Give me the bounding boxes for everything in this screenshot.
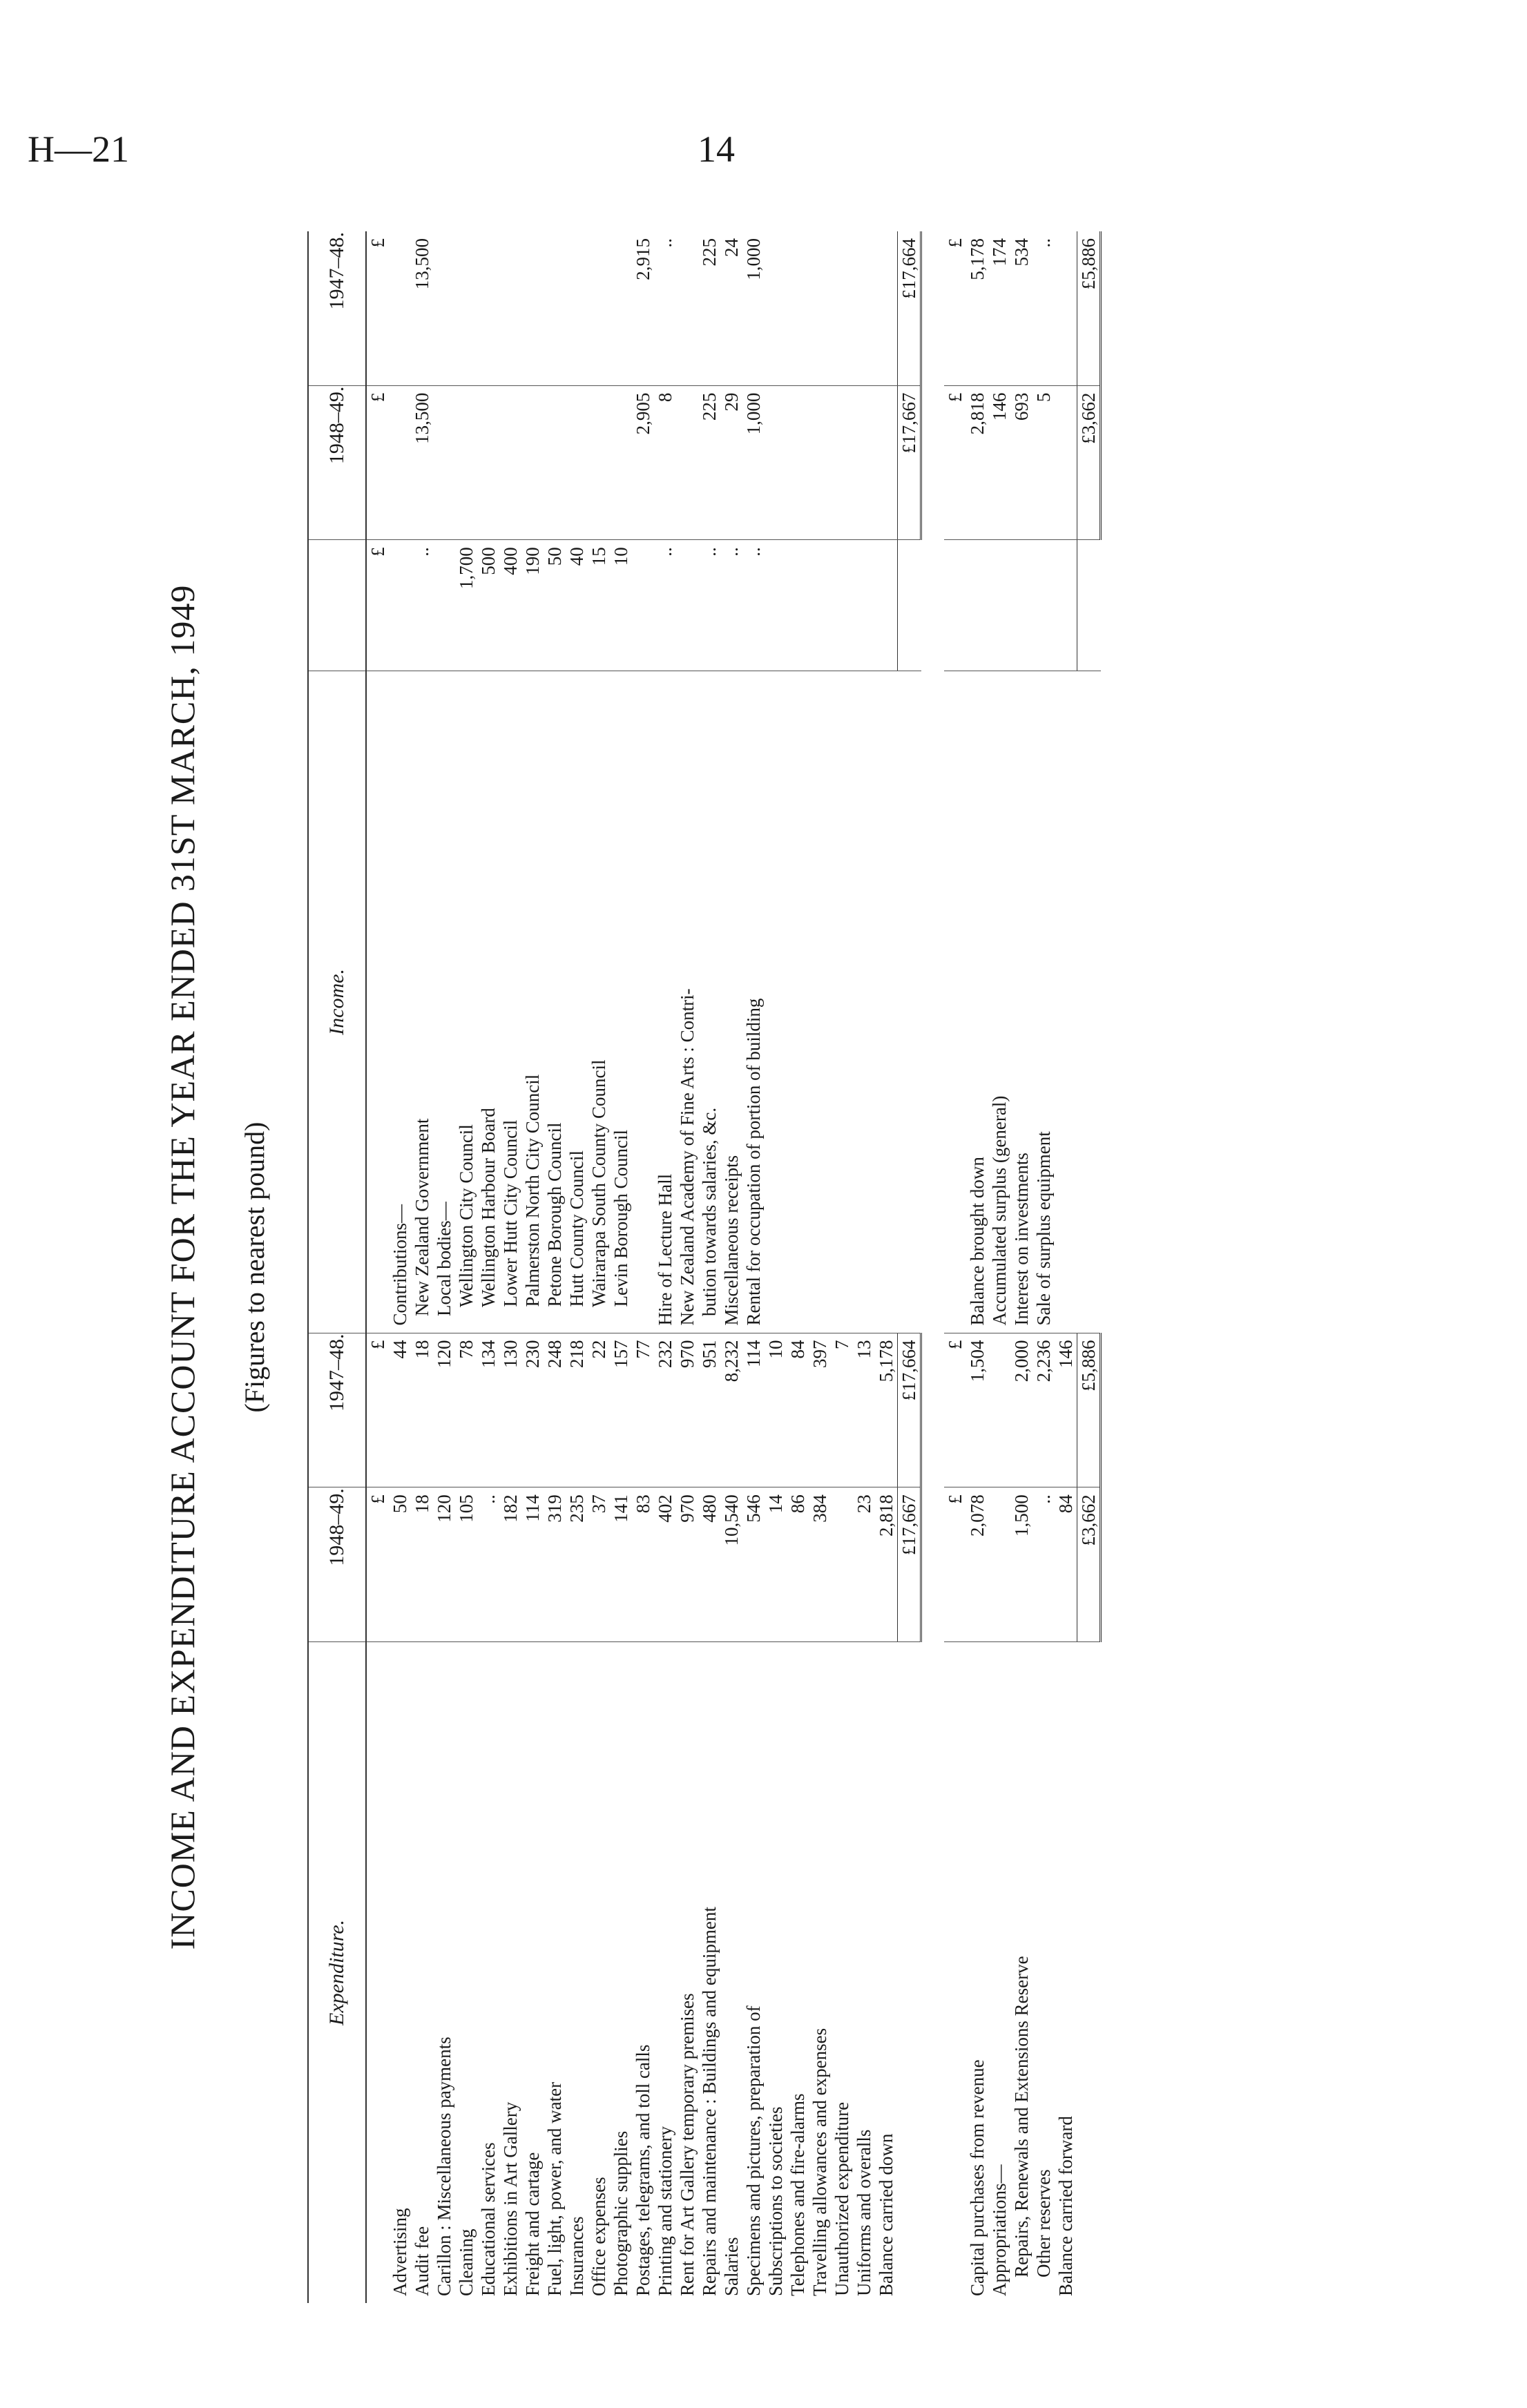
income-label bbox=[875, 671, 898, 1333]
income-1949 bbox=[610, 385, 632, 540]
expenditure-1949: 14 bbox=[765, 1487, 787, 1642]
table-row bbox=[566, 231, 588, 2303]
table-row bbox=[831, 231, 853, 2303]
expenditure-1949: 2,818 bbox=[875, 1487, 898, 1642]
expenditure-1948: 230 bbox=[521, 1333, 544, 1487]
income-1949 bbox=[765, 385, 787, 540]
income-label: Lower Hutt City Council bbox=[499, 671, 521, 1333]
rotated-account-block bbox=[162, 231, 1378, 2303]
expenditure-1949: 480 bbox=[698, 1487, 720, 1642]
expenditure-total-1949: £17,667 bbox=[898, 1487, 921, 1642]
income-detail bbox=[809, 540, 831, 671]
income-detail bbox=[676, 540, 698, 671]
expenditure-label: Cleaning bbox=[455, 1641, 477, 2303]
spacer-cell bbox=[921, 540, 945, 671]
spacer-cell bbox=[921, 1333, 945, 1487]
table-row bbox=[875, 231, 898, 2303]
income-1948: 225 bbox=[699, 238, 720, 267]
income-detail bbox=[875, 540, 898, 671]
income-detail bbox=[1055, 540, 1077, 671]
income-1949 bbox=[389, 385, 411, 540]
income-label bbox=[853, 671, 875, 1333]
income-1949: 2,905 bbox=[632, 385, 654, 540]
expenditure-label: Capital purchases from revenue bbox=[966, 1641, 988, 2303]
total-row bbox=[898, 231, 921, 2303]
income-detail bbox=[966, 540, 988, 671]
income-detail: £ bbox=[366, 540, 389, 671]
table-row bbox=[588, 231, 610, 2303]
income-1949: 225 bbox=[698, 385, 720, 540]
income-1949 bbox=[433, 385, 455, 540]
income-detail: .. bbox=[411, 540, 433, 671]
expenditure-1948: 397 bbox=[809, 1333, 831, 1487]
income-detail bbox=[632, 540, 654, 671]
income-1949 bbox=[566, 385, 588, 540]
expenditure-1948: 120 bbox=[433, 1333, 455, 1487]
expenditure-label: Other reserves bbox=[1033, 1641, 1055, 2303]
income-detail: 500 bbox=[477, 540, 499, 671]
expenditure-total-1948: £17,664 bbox=[898, 1333, 921, 1487]
expenditure-1948: 951 bbox=[698, 1333, 720, 1487]
page-subtitle: (Figures to nearest pound) bbox=[239, 1121, 270, 1413]
inc-sub-header bbox=[308, 540, 366, 671]
expenditure-1948: 22 bbox=[588, 1333, 610, 1487]
income-label: Palmerston North City Council bbox=[521, 671, 544, 1333]
total-spacer bbox=[1077, 1641, 1101, 2303]
expenditure-1949: £ bbox=[944, 1487, 966, 1642]
table-row bbox=[544, 231, 566, 2303]
table-row bbox=[455, 231, 477, 2303]
expenditure-1948: 84 bbox=[787, 1333, 809, 1487]
income-1948 bbox=[787, 231, 809, 385]
income-1948 bbox=[544, 231, 566, 385]
income-1948 bbox=[676, 231, 698, 385]
expenditure-1948: 5,178 bbox=[875, 1333, 898, 1487]
income-label: Rental for occupation of portion of building bbox=[742, 671, 765, 1333]
expenditure-1948: 10 bbox=[765, 1333, 787, 1487]
table-row bbox=[499, 231, 521, 2303]
income-label bbox=[831, 671, 853, 1333]
expenditure-1949: 23 bbox=[853, 1487, 875, 1642]
income-1948: .. bbox=[655, 238, 675, 248]
spacer-row bbox=[1101, 231, 1124, 2303]
expenditure-label: Fuel, light, power, and water bbox=[544, 1641, 566, 2303]
expenditure-1948: 13 bbox=[853, 1333, 875, 1487]
income-1948 bbox=[853, 231, 875, 385]
income-1949: 5 bbox=[1033, 385, 1055, 540]
income-1948 bbox=[499, 231, 521, 385]
income-detail: 10 bbox=[610, 540, 632, 671]
income-1949 bbox=[809, 385, 831, 540]
income-1949 bbox=[544, 385, 566, 540]
income-label: Local bodies— bbox=[433, 671, 455, 1333]
income-1949: 1,000 bbox=[742, 385, 765, 540]
income-label: Hire of Lecture Hall bbox=[654, 671, 676, 1333]
expenditure-label: Travelling allowances and expenses bbox=[809, 1641, 831, 2303]
income-detail bbox=[831, 540, 853, 671]
income-detail: .. bbox=[742, 540, 765, 671]
total-spacer bbox=[1077, 671, 1101, 1333]
income-detail bbox=[944, 540, 966, 671]
income-label: Wellington City Council bbox=[455, 671, 477, 1333]
income-1949: 146 bbox=[988, 385, 1010, 540]
expenditure-1948: 2,000 bbox=[1010, 1333, 1033, 1487]
expenditure-1948: 18 bbox=[411, 1333, 433, 1487]
expenditure-1949: 120 bbox=[433, 1487, 455, 1642]
spacer-cell bbox=[921, 1641, 945, 2303]
income-1948 bbox=[389, 231, 411, 385]
income-1949 bbox=[588, 385, 610, 540]
income-label: Miscellaneous receipts bbox=[720, 671, 742, 1333]
expenditure-label: Unauthorized expenditure bbox=[831, 1641, 853, 2303]
expenditure-1948: 970 bbox=[676, 1333, 698, 1487]
expenditure-1949: 2,078 bbox=[966, 1487, 988, 1642]
expenditure-label: Repairs and maintenance : Buildings and equipment bbox=[698, 1641, 720, 2303]
expenditure-1948: 8,232 bbox=[720, 1333, 742, 1487]
expenditure-1948: £ bbox=[944, 1333, 966, 1487]
total-spacer bbox=[1077, 540, 1101, 671]
income-1949 bbox=[853, 385, 875, 540]
expenditure-1949: £ bbox=[366, 1487, 389, 1642]
income-label bbox=[366, 671, 389, 1333]
income-1948: 13,500 bbox=[412, 238, 432, 290]
table-row bbox=[809, 231, 831, 2303]
income-detail bbox=[988, 540, 1010, 671]
table-row bbox=[742, 231, 765, 2303]
table-row bbox=[765, 231, 787, 2303]
income-1948: 174 bbox=[989, 238, 1010, 267]
expenditure-1949: 182 bbox=[499, 1487, 521, 1642]
expenditure-1948: 232 bbox=[654, 1333, 676, 1487]
income-1948 bbox=[765, 231, 787, 385]
table-row bbox=[988, 231, 1010, 2303]
spacer-cell bbox=[1101, 671, 1124, 1333]
spacer-cell bbox=[921, 671, 945, 1333]
expenditure-label: Postages, telegrams, and toll calls bbox=[632, 1641, 654, 2303]
expenditure-1948: 77 bbox=[632, 1333, 654, 1487]
expenditure-label: Office expenses bbox=[588, 1641, 610, 2303]
income-1949: 8 bbox=[654, 385, 676, 540]
table-row bbox=[521, 231, 544, 2303]
account-table bbox=[307, 231, 1378, 2303]
expenditure-1948: 146 bbox=[1055, 1333, 1077, 1487]
spacer-cell bbox=[1101, 1641, 1124, 2303]
table-row bbox=[676, 231, 698, 2303]
expenditure-header: Expenditure. bbox=[308, 1641, 366, 2303]
income-1949 bbox=[831, 385, 853, 540]
inc-1948-header: 1947–48. bbox=[308, 231, 366, 385]
expenditure-label: Exhibitions in Art Gallery bbox=[499, 1641, 521, 2303]
spacer-cell bbox=[1101, 231, 1124, 385]
income-detail bbox=[1033, 540, 1055, 671]
income-1948: 24 bbox=[721, 238, 742, 257]
income-detail: .. bbox=[654, 540, 676, 671]
income-1949 bbox=[1055, 385, 1077, 540]
total-row bbox=[1077, 231, 1101, 2303]
income-detail: 1,700 bbox=[455, 540, 477, 671]
income-1949 bbox=[521, 385, 544, 540]
income-detail: 400 bbox=[499, 540, 521, 671]
income-total-1948: £17,664 bbox=[898, 231, 921, 385]
income-1948 bbox=[566, 231, 588, 385]
page-title: INCOME AND EXPENDITURE ACCOUNT FOR THE YEAR ENDED 31ST MARCH, 1949 bbox=[163, 584, 202, 1950]
income-1948: 534 bbox=[1011, 238, 1032, 267]
expenditure-1948: £ bbox=[366, 1333, 389, 1487]
page-number: 14 bbox=[698, 128, 735, 170]
expenditure-1949: 402 bbox=[654, 1487, 676, 1642]
expenditure-1949: 50 bbox=[389, 1487, 411, 1642]
income-detail bbox=[853, 540, 875, 671]
table-row bbox=[632, 231, 654, 2303]
income-detail bbox=[433, 540, 455, 671]
expenditure-label: Carillon : Miscellaneous payments bbox=[433, 1641, 455, 2303]
expenditure-1949 bbox=[988, 1487, 1010, 1642]
expenditure-label: Balance carried down bbox=[875, 1641, 898, 2303]
expenditure-1948: 218 bbox=[566, 1333, 588, 1487]
income-label: Hutt County Council bbox=[566, 671, 588, 1333]
expenditure-label: Insurances bbox=[566, 1641, 588, 2303]
total-spacer bbox=[898, 540, 921, 671]
income-1948: 2,915 bbox=[633, 238, 653, 280]
income-1948: 1,000 bbox=[743, 238, 764, 280]
income-1949 bbox=[787, 385, 809, 540]
spacer-cell bbox=[1101, 540, 1124, 671]
expenditure-label: Telephones and fire-alarms bbox=[787, 1641, 809, 2303]
income-label: Balance brought down bbox=[966, 671, 988, 1333]
income-label bbox=[1055, 671, 1077, 1333]
table-row bbox=[610, 231, 632, 2303]
expenditure-label bbox=[366, 1641, 389, 2303]
table-row bbox=[411, 231, 433, 2303]
expenditure-1948: 157 bbox=[610, 1333, 632, 1487]
income-1948: £ bbox=[367, 238, 388, 248]
income-1948 bbox=[875, 231, 898, 385]
expenditure-label: Rent for Art Gallery temporary premises bbox=[676, 1641, 698, 2303]
exp-1949-header: 1948–49. bbox=[308, 1487, 366, 1642]
expenditure-1949: .. bbox=[1033, 1487, 1055, 1642]
income-label: New Zealand Academy of Fine Arts : Contri- bbox=[676, 671, 698, 1333]
expenditure-total-1949: £3,662 bbox=[1077, 1487, 1101, 1642]
income-1949 bbox=[499, 385, 521, 540]
table-row bbox=[698, 231, 720, 2303]
spacer-cell bbox=[921, 231, 945, 385]
expenditure-label: Audit fee bbox=[411, 1641, 433, 2303]
expenditure-1949: 37 bbox=[588, 1487, 610, 1642]
income-detail: 190 bbox=[521, 540, 544, 671]
expenditure-1948: 78 bbox=[455, 1333, 477, 1487]
expenditure-1949: 970 bbox=[676, 1487, 698, 1642]
income-label: Petone Borough Council bbox=[544, 671, 566, 1333]
report-code: H—21 bbox=[28, 128, 129, 170]
expenditure-label: Salaries bbox=[720, 1641, 742, 2303]
expenditure-1949: 86 bbox=[787, 1487, 809, 1642]
income-1949: 29 bbox=[720, 385, 742, 540]
expenditure-1949: 83 bbox=[632, 1487, 654, 1642]
expenditure-1948: 114 bbox=[742, 1333, 765, 1487]
income-label bbox=[765, 671, 787, 1333]
table-row bbox=[1033, 231, 1055, 2303]
income-1949 bbox=[477, 385, 499, 540]
income-1948 bbox=[588, 231, 610, 385]
income-1949: 13,500 bbox=[411, 385, 433, 540]
spacer-cell bbox=[1101, 385, 1124, 540]
account-body-balance bbox=[944, 231, 1124, 2303]
income-1949: £ bbox=[366, 385, 389, 540]
expenditure-1948 bbox=[988, 1333, 1010, 1487]
expenditure-label: Photographic supplies bbox=[610, 1641, 632, 2303]
expenditure-label: Repairs, Renewals and Extensions Reserve bbox=[1010, 1641, 1033, 2303]
income-1948 bbox=[831, 231, 853, 385]
income-detail bbox=[1010, 540, 1033, 671]
income-label: Levin Borough Council bbox=[610, 671, 632, 1333]
income-label: bution towards salaries, &c. bbox=[698, 671, 720, 1333]
total-spacer bbox=[898, 1641, 921, 2303]
income-label: Wellington Harbour Board bbox=[477, 671, 499, 1333]
spacer-cell bbox=[1101, 1333, 1124, 1487]
income-1949: 2,818 bbox=[966, 385, 988, 540]
income-1949 bbox=[875, 385, 898, 540]
income-label: Sale of surplus equipment bbox=[1033, 671, 1055, 1333]
income-label bbox=[809, 671, 831, 1333]
expenditure-total-1948: £5,886 bbox=[1077, 1333, 1101, 1487]
income-header: Income. bbox=[308, 671, 366, 1333]
income-1948: 5,178 bbox=[967, 238, 988, 280]
table-row bbox=[389, 231, 411, 2303]
expenditure-label: Educational services bbox=[477, 1641, 499, 2303]
income-label bbox=[944, 671, 966, 1333]
expenditure-label: Printing and stationery bbox=[654, 1641, 676, 2303]
expenditure-1949: 84 bbox=[1055, 1487, 1077, 1642]
income-1948 bbox=[433, 231, 455, 385]
income-label: Contributions— bbox=[389, 671, 411, 1333]
income-1949 bbox=[676, 385, 698, 540]
table-row bbox=[944, 231, 966, 2303]
table-row bbox=[787, 231, 809, 2303]
expenditure-label: Uniforms and overalls bbox=[853, 1641, 875, 2303]
table-row bbox=[1010, 231, 1033, 2303]
expenditure-label: Appropriations— bbox=[988, 1641, 1010, 2303]
expenditure-1948: 134 bbox=[477, 1333, 499, 1487]
expenditure-1948: 1,504 bbox=[966, 1333, 988, 1487]
income-1948 bbox=[477, 231, 499, 385]
expenditure-1949: .. bbox=[477, 1487, 499, 1642]
income-total-1948: £5,886 bbox=[1077, 231, 1101, 385]
expenditure-label bbox=[944, 1641, 966, 2303]
income-1949 bbox=[455, 385, 477, 540]
expenditure-1948: 7 bbox=[831, 1333, 853, 1487]
expenditure-label: Subscriptions to societies bbox=[765, 1641, 787, 2303]
expenditure-1948: 248 bbox=[544, 1333, 566, 1487]
table-row bbox=[477, 231, 499, 2303]
income-detail: 15 bbox=[588, 540, 610, 671]
expenditure-label: Specimens and pictures, preparation of bbox=[742, 1641, 765, 2303]
expenditure-label: Freight and cartage bbox=[521, 1641, 544, 2303]
expenditure-1949: 546 bbox=[742, 1487, 765, 1642]
expenditure-1948: 2,236 bbox=[1033, 1333, 1055, 1487]
income-detail: .. bbox=[720, 540, 742, 671]
income-detail bbox=[765, 540, 787, 671]
spacer-cell bbox=[921, 385, 945, 540]
income-label: Interest on investments bbox=[1010, 671, 1033, 1333]
income-label: Accumulated surplus (general) bbox=[988, 671, 1010, 1333]
expenditure-1949: 235 bbox=[566, 1487, 588, 1642]
income-label: New Zealand Government bbox=[411, 671, 433, 1333]
income-1948 bbox=[521, 231, 544, 385]
table-row bbox=[654, 231, 676, 2303]
income-detail bbox=[787, 540, 809, 671]
spacer-cell bbox=[1101, 1487, 1124, 1642]
income-1949: £ bbox=[944, 385, 966, 540]
income-label bbox=[632, 671, 654, 1333]
income-1948: £ bbox=[945, 238, 966, 248]
income-detail: 40 bbox=[566, 540, 588, 671]
income-1948 bbox=[610, 231, 632, 385]
expenditure-1949: 114 bbox=[521, 1487, 544, 1642]
expenditure-1949: 319 bbox=[544, 1487, 566, 1642]
income-detail: .. bbox=[698, 540, 720, 671]
spacer-row bbox=[921, 231, 945, 2303]
expenditure-label: Balance carried forward bbox=[1055, 1641, 1077, 2303]
table-row bbox=[1055, 231, 1077, 2303]
table-row bbox=[366, 231, 389, 2303]
expenditure-1949: 105 bbox=[455, 1487, 477, 1642]
income-total-1949: £3,662 bbox=[1077, 385, 1101, 540]
income-1948 bbox=[455, 231, 477, 385]
expenditure-1949: 10,540 bbox=[720, 1487, 742, 1642]
expenditure-1949: 18 bbox=[411, 1487, 433, 1642]
expenditure-1949 bbox=[831, 1487, 853, 1642]
table-row bbox=[433, 231, 455, 2303]
expenditure-1949: 141 bbox=[610, 1487, 632, 1642]
inc-1949-header: 1948–49. bbox=[308, 385, 366, 540]
income-label bbox=[787, 671, 809, 1333]
income-1948: .. bbox=[1033, 238, 1054, 248]
expenditure-1948: 130 bbox=[499, 1333, 521, 1487]
table-row bbox=[720, 231, 742, 2303]
expenditure-1949: 1,500 bbox=[1010, 1487, 1033, 1642]
total-spacer bbox=[898, 671, 921, 1333]
expenditure-label: Advertising bbox=[389, 1641, 411, 2303]
table-row bbox=[853, 231, 875, 2303]
expenditure-1948: 44 bbox=[389, 1333, 411, 1487]
income-1948 bbox=[809, 231, 831, 385]
income-label: Wairarapa South County Council bbox=[588, 671, 610, 1333]
income-total-1949: £17,667 bbox=[898, 385, 921, 540]
income-1948 bbox=[1055, 231, 1077, 385]
table-row bbox=[966, 231, 988, 2303]
expenditure-1949: 384 bbox=[809, 1487, 831, 1642]
income-1949: 693 bbox=[1010, 385, 1033, 540]
spacer-cell bbox=[921, 1487, 945, 1642]
income-detail bbox=[389, 540, 411, 671]
income-detail: 50 bbox=[544, 540, 566, 671]
account-body-main bbox=[366, 231, 944, 2303]
exp-1948-header: 1947–48. bbox=[308, 1333, 366, 1487]
